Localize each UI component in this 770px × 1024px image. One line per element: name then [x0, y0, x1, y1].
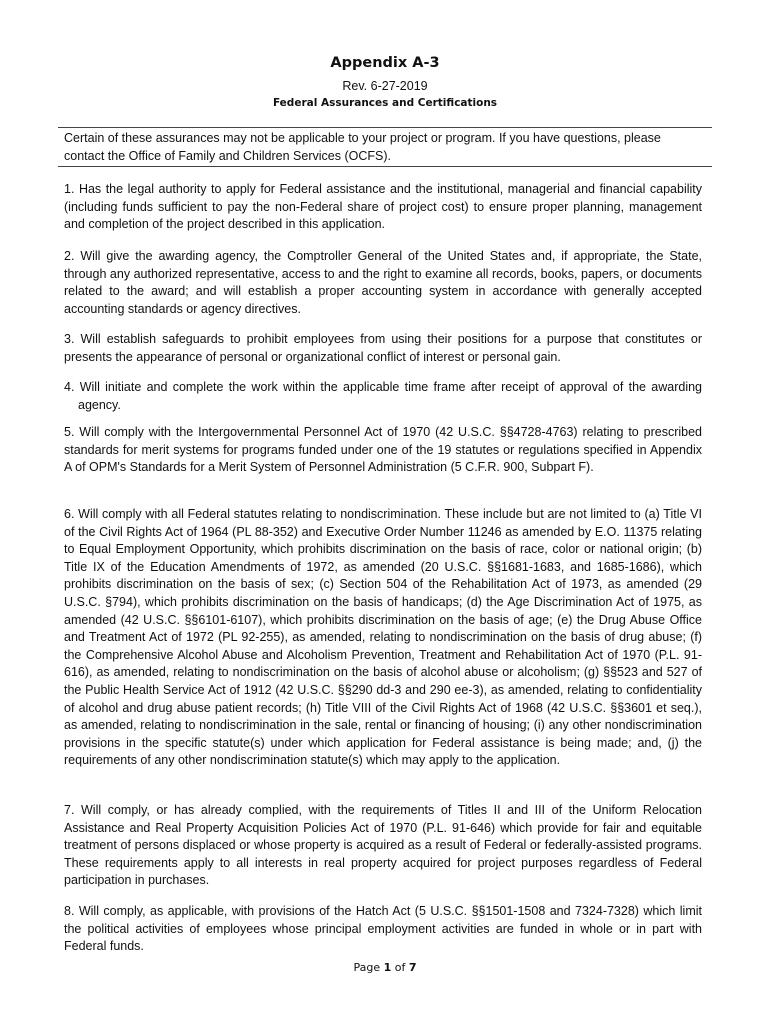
assurance-3: 3. Will establish safeguards to prohibit employees from using their positions for a purpose that constitutes or presents the appearance of personal or organizational conflict of interest or personal gain.	[64, 332, 702, 364]
page-footer	[0, 961, 770, 974]
of-word: of	[394, 961, 406, 974]
intro-top-divider	[58, 127, 712, 128]
page-number: 1	[383, 961, 392, 974]
assurance-4: 4. Will initiate and complete the work within the applicable time frame after receipt of approval of the awarding agency.	[64, 380, 702, 412]
assurance-6: 6. Will comply with all Federal statutes relating to nondiscrimination. These include but are not limited to (a) Title VI of the Civil Rights Act of 1964 (PL 88-352) and Executive Order Number 11246 as amended by E.O. 11375 relating to Equal Employment Opportunity, which prohibits discrimination on the basis of race, color or national origin; (b) Title IX of the Education Amendments of 1972, as amended (20 U.S.C. §§1681-1683, and 1685-1686), which prohibits discrimination on the basis of sex; (c) Section 504 of the Rehabilitation Act of 1973, as amended (29 U.S.C. §794), which prohibits discrimination on the basis of handicaps; (d) the Age Discrimination Act of 1975, as amended (42 U.S.C. §§6101-6107), which prohibits discrimination on the basis of age; (e) the Drug Abuse Office and Treatment Act of 1972 (PL 92-255), as amended, relating to nondiscrimination on the basis of drug abuse; (f) the Comprehensive Alcohol Abuse and Alcoholism Prevention, Treatment and Rehabilitation Act of 1970 (P.L. 91-616), as amended, relating to nondiscrimination on the basis of alcohol abuse or alcoholism; (g) §§523 and 527 of the Public Health Service Act of 1912 (42 U.S.C. §§290 dd-3 and 290 ee-3), as amended, relating to confidentiality of alcohol and drug abuse patient records; (h) Title VIII of the Civil Rights Act of 1968 (42 U.S.C. §§3601 et seq.), as amended, relating to nondiscrimination in the sale, rental or financing of housing; (i) any other nondiscrimination provisions in the specific statute(s) under which application for Federal assistance is being made; and, (j) the requirements of any other nondiscrimination statute(s) which may apply to the application.	[64, 507, 702, 768]
page-word: Page	[353, 961, 381, 974]
intro-bottom-divider	[58, 166, 712, 167]
assurance-5: 5. Will comply with the Intergovernmental Personnel Act of 1970 (42 U.S.C. §§4728-4763) relating to prescribed standards for merit systems for programs funded under one of the 19 statutes or regulations specified in Appendix A of OPM's Standards for a Merit System of Personnel Administration (5 C.F.R. 900, Subpart F).	[64, 425, 702, 475]
assurance-8: 8. Will comply, as applicable, with provisions of the Hatch Act (5 U.S.C. §§1501-1508 and 7324-7328) which limit the political activities of employees whose principal employment activities are funded in whole or in part with Federal funds.	[64, 904, 702, 954]
document-subtitle: Federal Assurances and Certifications	[272, 97, 498, 109]
document-title: Appendix A-3	[330, 55, 440, 71]
page-total: 7	[408, 961, 417, 974]
revision-date: Rev. 6-27-2019	[342, 79, 428, 93]
intro-notice: Certain of these assurances may not be applicable to your project or program. If you have questions, please contact the Office of Family and Children Services (OCFS).	[64, 131, 661, 163]
assurance-2: 2. Will give the awarding agency, the Comptroller General of the United States and, if appropriate, the State, through any authorized representative, access to and the right to examine all records, books, papers, or documents related to the award; and will establish a proper accounting system in accordance with generally accepted accounting standards or agency directives.	[64, 249, 702, 316]
assurance-7: 7. Will comply, or has already complied, with the requirements of Titles II and III of the Uniform Relocation Assistance and Real Property Acquisition Policies Act of 1970 (P.L. 91-646) which provide for fair and equitable treatment of persons displaced or whose property is acquired as a result of Federal or federally-assisted programs. These requirements apply to all interests in real property acquired for project purposes regardless of Federal participation in purchases.	[64, 803, 702, 888]
assurance-1: 1. Has the legal authority to apply for Federal assistance and the institutional, managerial and financial capability (including funds sufficient to pay the non-Federal share of project cost) to ensure proper planning, management and completion of the project described in this application.	[64, 182, 702, 232]
